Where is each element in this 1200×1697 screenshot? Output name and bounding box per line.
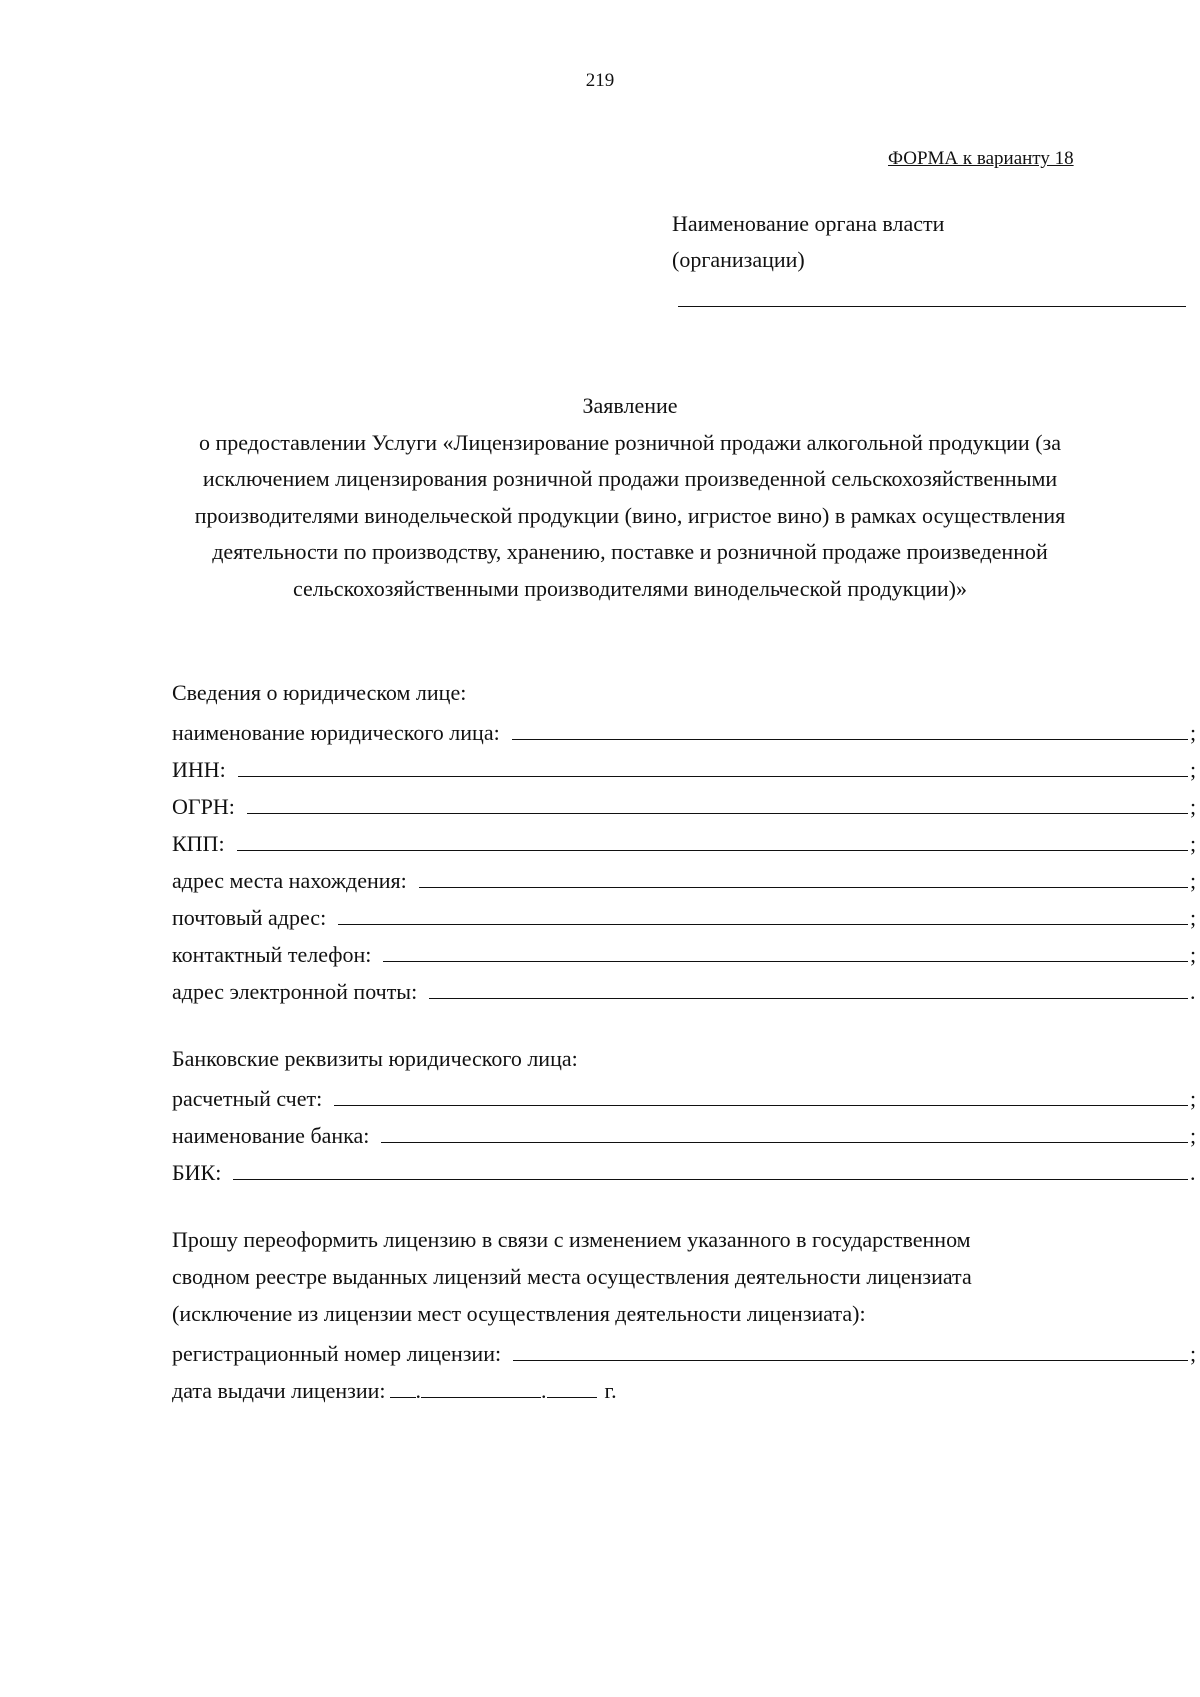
bik-input[interactable] xyxy=(233,1179,1188,1180)
field-row-bik xyxy=(172,1151,1200,1188)
addressee-block xyxy=(672,206,944,278)
license-year-input[interactable] xyxy=(547,1397,597,1398)
field-row-kpp xyxy=(172,822,1200,859)
field-row-ogrn xyxy=(172,785,1200,822)
field-row-license-number xyxy=(172,1332,1200,1369)
field-row-license-date xyxy=(172,1369,1200,1406)
field-label: ОГРН: xyxy=(172,794,235,819)
bank-name-input[interactable] xyxy=(381,1142,1188,1143)
field-row-inn xyxy=(172,748,1200,785)
field-end: ; xyxy=(1190,831,1197,856)
request-section xyxy=(172,1221,1200,1406)
field-row-phone xyxy=(172,933,1200,970)
legal-entity-section xyxy=(172,674,1200,1007)
date-separator: . xyxy=(541,1378,547,1403)
field-row-bank-name xyxy=(172,1114,1200,1151)
field-row-entity-name xyxy=(172,711,1200,748)
field-end: ; xyxy=(1190,942,1197,967)
title-body: о предоставлении Услуги «Лицензирование розничной продажи алкогольной продукции (за исключением лицензирования розничной продажи произведенной сельскохозяйственными производителями винодельческой продукции (вино, игристое вино) в рамках осуществления деятельности по производству, хранению, поставке и розничной продаже произведенной сельскохозяйственными производителями винодельческой продукции)» xyxy=(194,429,1066,601)
request-line-1: Прошу переоформить лицензию в связи с изменением указанного в государственном xyxy=(172,1227,971,1252)
field-end: ; xyxy=(1190,757,1197,782)
field-label: контактный телефон: xyxy=(172,942,372,967)
field-label: ИНН: xyxy=(172,757,226,782)
field-row-postal-address xyxy=(172,896,1200,933)
field-end: . xyxy=(1190,979,1196,1004)
field-end: ; xyxy=(1190,794,1197,819)
inn-input[interactable] xyxy=(238,776,1188,777)
location-address-input[interactable] xyxy=(419,887,1188,888)
field-row-location-address xyxy=(172,859,1200,896)
field-end: ; xyxy=(1190,1123,1197,1148)
field-label: КПП: xyxy=(172,831,225,856)
field-label: адрес места нахождения: xyxy=(172,868,407,893)
field-end: ; xyxy=(1190,1086,1197,1111)
field-label: почтовый адрес: xyxy=(172,905,327,930)
email-input[interactable] xyxy=(429,998,1188,999)
license-month-input[interactable] xyxy=(421,1397,541,1398)
entity-name-input[interactable] xyxy=(512,739,1188,740)
field-end: ; xyxy=(1190,905,1197,930)
form-reference: ФОРМА к варианту 18 xyxy=(888,148,1074,169)
license-number-input[interactable] xyxy=(513,1360,1188,1361)
date-separator: . xyxy=(415,1378,422,1403)
bank-section xyxy=(172,1040,1200,1188)
kpp-input[interactable] xyxy=(237,850,1188,851)
field-end: ; xyxy=(1190,1341,1197,1366)
account-input[interactable] xyxy=(334,1105,1188,1106)
field-row-email xyxy=(172,970,1200,1007)
legal-entity-title: Сведения о юридическом лице: xyxy=(172,680,467,705)
bank-title: Банковские реквизиты юридического лица: xyxy=(172,1046,578,1071)
year-suffix: г. xyxy=(604,1378,617,1403)
field-label: дата выдачи лицензии: xyxy=(172,1378,386,1403)
field-label: регистрационный номер лицензии: xyxy=(172,1341,502,1366)
title-heading: Заявление xyxy=(582,393,678,418)
addressee-line-2: (организации) xyxy=(672,247,805,272)
field-end: ; xyxy=(1190,868,1197,893)
page-number: 219 xyxy=(585,70,615,91)
field-label: адрес электронной почты: xyxy=(172,979,418,1004)
field-end: . xyxy=(1190,1160,1196,1185)
field-end: ; xyxy=(1190,720,1197,745)
field-label: расчетный счет: xyxy=(172,1086,323,1111)
request-line-2: сводном реестре выданных лицензий места осуществления деятельности лицензиата xyxy=(172,1264,972,1289)
field-label: наименование юридического лица: xyxy=(172,720,500,745)
phone-input[interactable] xyxy=(383,961,1188,962)
field-label: наименование банка: xyxy=(172,1123,370,1148)
document-title xyxy=(170,388,1090,607)
field-row-account xyxy=(172,1077,1200,1114)
request-line-3: (исключение из лицензии мест осуществления деятельности лицензиата): xyxy=(172,1301,866,1326)
addressee-input-line[interactable] xyxy=(678,306,1186,307)
license-day-input[interactable] xyxy=(390,1397,416,1398)
field-label: БИК: xyxy=(172,1160,222,1185)
ogrn-input[interactable] xyxy=(247,813,1188,814)
postal-address-input[interactable] xyxy=(338,924,1188,925)
addressee-line-1: Наименование органа власти xyxy=(672,211,945,236)
